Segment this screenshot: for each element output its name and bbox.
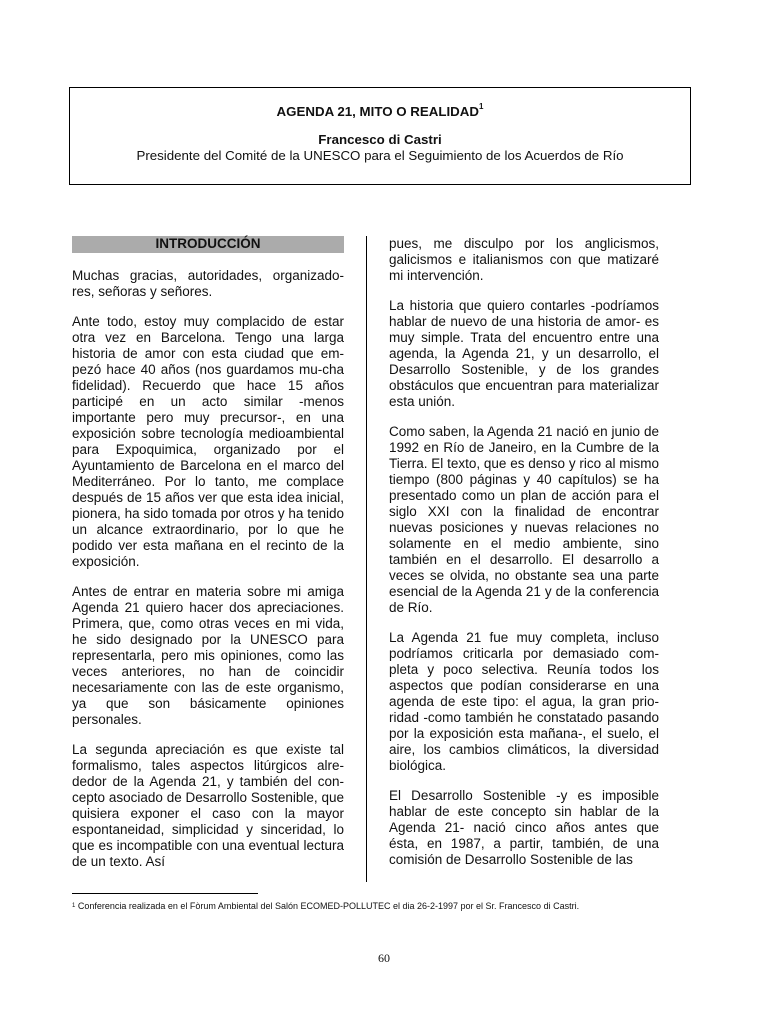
- footnote-rule: [72, 893, 258, 894]
- footnote-mark: 1: [72, 903, 76, 909]
- left-column: [72, 236, 344, 884]
- paragraph: Antes de entrar en materia sobre mi amiga Agenda 21 quiero hacer dos apreciaciones. Primera, que, como otras veces en mi vida, he sido designado por la UNESCO para representarla, pero mis opiniones, como las veces anteriores, no han de coincidir necesariamente con las de este organismo, ya que son básicamente opiniones personales.: [72, 584, 344, 727]
- paragraph: Como saben, la Agenda 21 nació en junio de 1992 en Río de Janeiro, en la Cumbre de la Tierra. El texto, que es denso y rico al mismo tiempo (800 páginas y 40 capítulos) se ha presentado como un plan de acción para el siglo XXI con la finalidad de encontrar nuevas posiciones y nuevas relaciones no solamente en el medio ambiente, sino también en el desarrollo. El desarrollo a veces se olvida, no obstante sea una parte esencial de la Agenda 21 y de la conferencia de Río.: [389, 424, 659, 615]
- section-heading: INTRODUCCIÓN: [72, 236, 344, 253]
- paper-title: AGENDA 21, MITO O REALIDAD$^1$: [276, 102, 484, 119]
- paragraph: Muchas gracias, autoridades, organizado-res, señoras y señores.: [72, 268, 344, 299]
- footnote: [72, 900, 579, 912]
- paragraph: pues, me disculpo por los anglicismos, galicismos e italianismos con que matizaré mi intervención.: [389, 236, 659, 283]
- paragraph: Ante todo, estoy muy complacido de estar otra vez en Barcelona. Tengo una larga historia de amor con esta ciudad que em-pezó hace 40 años (nos guardamos mu-cha fidelidad). Recuerdo que hace 15 años participé en un acto similar -menos importante pero muy precursor-, en una exposición sobre tecnología medioambiental para Expoquimica, organizado por el Ayuntamiento de Barcelona en el marco del Mediterráneo. Por lo tanto, me complace después de 15 años ver que esta idea inicial, pionera, ha sido tomada por otros y ha tenido un alcance extraordinario, por lo que he podido ver esta mañana en el recinto de la exposición.: [72, 314, 344, 569]
- paragraph: El Desarrollo Sostenible -y es imposible hablar de este concepto sin hablar de la Agenda 21- nació cinco años antes que ésta, en 1987, a partir, también, de una comisión de Desarrollo Sostenible de las: [389, 788, 659, 867]
- title-footnote-mark: 1: [478, 102, 484, 111]
- paragraph: La historia que quiero contarles -podríamos hablar de nuevo de una historia de amor- es muy simple. Trata del encuentro entre una agenda, la Agenda 21, y un desarrollo, el Desarrollo Sostenible, y de los grandes obstáculos que encuentran para materializar esta unión.: [389, 298, 659, 409]
- paragraph: La Agenda 21 fue muy completa, incluso podríamos criticarla por demasiado com-pleta y poco selectiva. Reunía todos los aspectos que podían considerarse en una agenda de este tipo: el agua, la gran prio-ridad -como también he constatado pasando por la exposición esta mañana-, el suelo, el aire, los cambios climáticos, la diversidad biológica.: [389, 630, 659, 773]
- author-name: Francesco di Castri: [318, 132, 442, 147]
- paragraph: La segunda apreciación es que existe tal formalismo, tales aspectos litúrgicos alre-dedor de la Agenda 21, y también del con-cepto asociado de Desarrollo Sostenible, que quisiera exponer el caso con la mayor espontaneidad, simplicidad y sinceridad, lo que es incompatible con una eventual lectura de un texto. Así: [72, 742, 344, 869]
- author-affiliation: Presidente del Comité de la UNESCO para el Seguimiento de los Acuerdos de Río: [136, 148, 624, 163]
- footnote-text: Conferencia realizada en el Fòrum Ambiental del Salón ECOMED-POLLUTEC el dia 26-2-1997 por el Sr. Francesco di Castri.: [75, 901, 580, 911]
- column-divider: [366, 236, 367, 882]
- page-number: 60: [378, 951, 390, 965]
- title-box: [69, 87, 691, 185]
- right-column: [389, 236, 659, 882]
